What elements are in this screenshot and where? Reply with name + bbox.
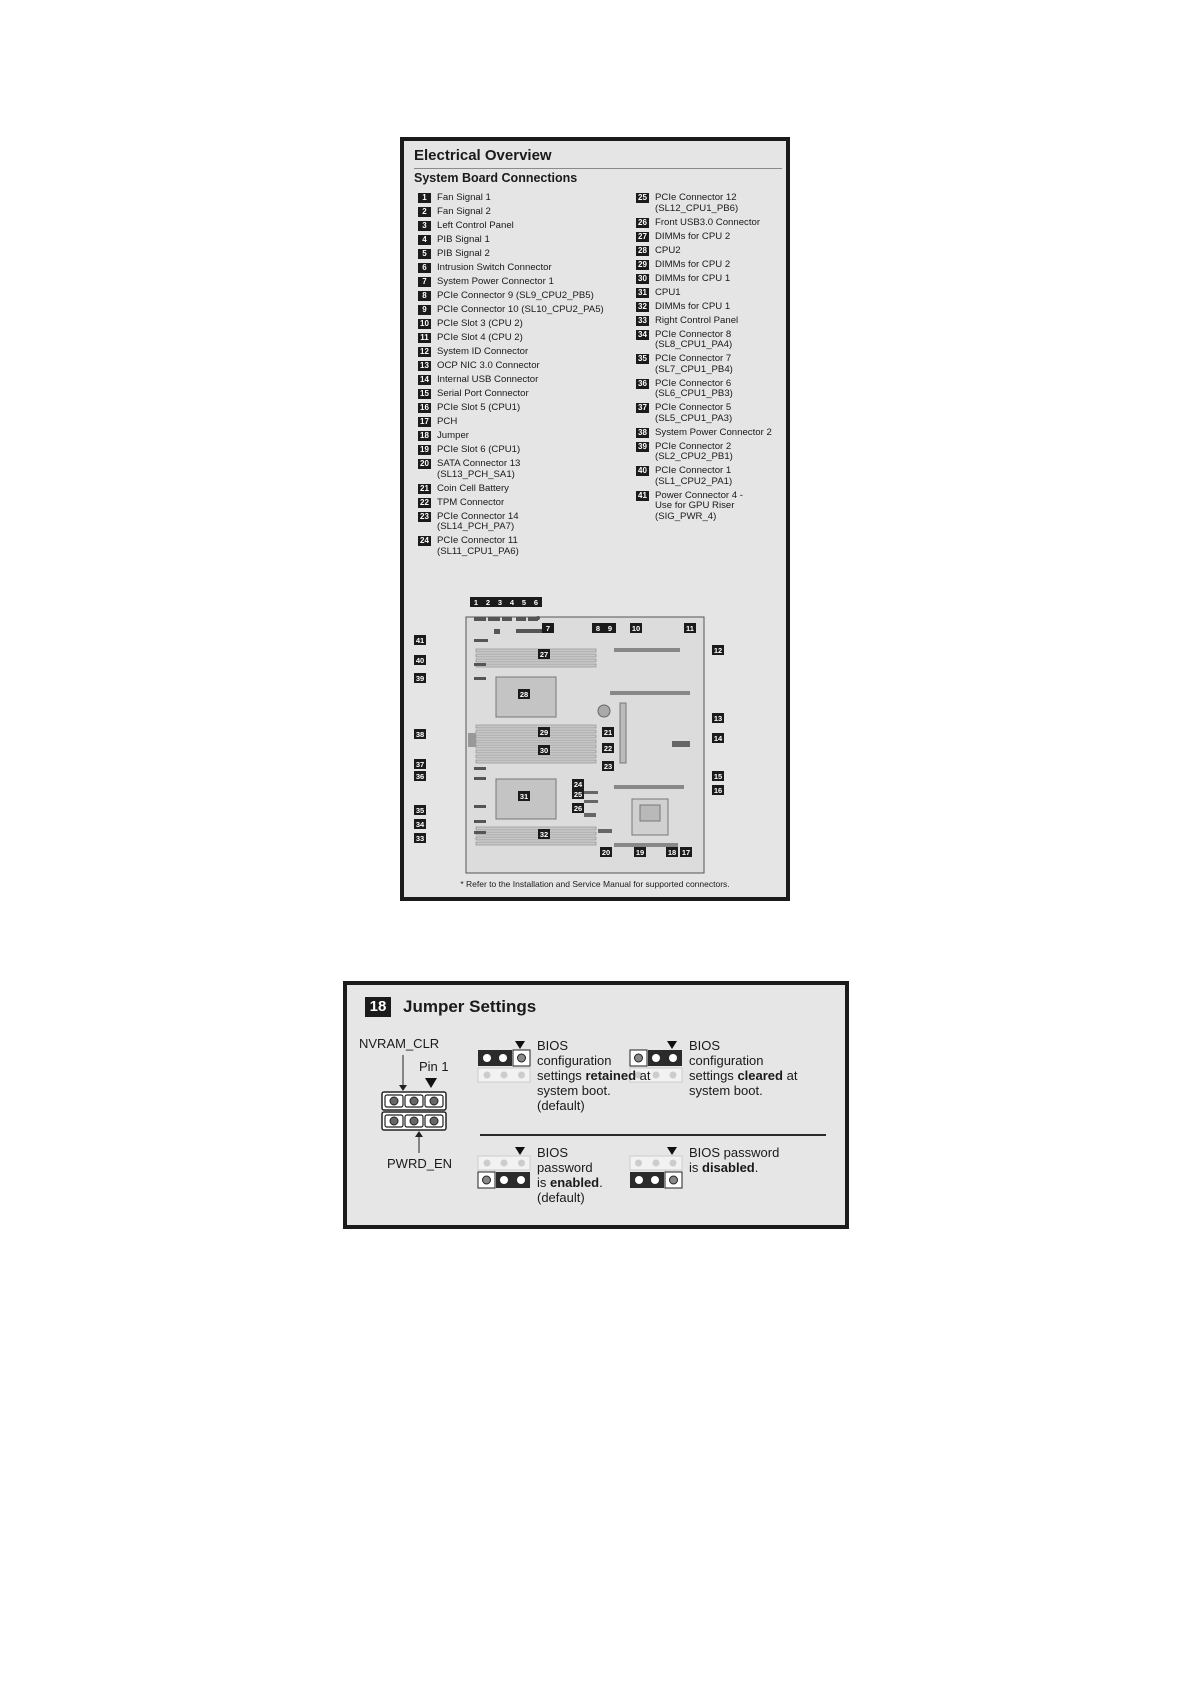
jumper-settings-panel: [343, 981, 849, 1229]
connection-number-badge: 19: [418, 445, 431, 455]
callout-13: [712, 713, 724, 723]
connection-item: [418, 375, 628, 386]
connection-label: PCIe Connector 12 (SL12_CPU1_PB6): [655, 192, 739, 214]
callout-12: [712, 645, 724, 655]
connector-41: [474, 639, 488, 642]
callout-label: 32: [539, 830, 549, 839]
callout-label: 28: [519, 690, 529, 699]
connection-label: DIMMs for CPU 1: [655, 272, 731, 284]
callout-label: 31: [519, 792, 529, 801]
callout-3: [494, 597, 506, 607]
callout-10: [630, 623, 642, 633]
callout-label: 24: [573, 780, 583, 789]
callout-19: [634, 847, 646, 857]
callout-8: [592, 623, 604, 633]
connection-item: [418, 207, 628, 218]
connection-label: PCIe Slot 6 (CPU1): [437, 444, 521, 455]
connection-number-badge: 24: [418, 536, 431, 546]
connection-item: [636, 288, 786, 299]
connection-label: Intrusion Switch Connector: [437, 262, 552, 273]
connection-label: OCP NIC 3.0 Connector: [437, 360, 540, 371]
callout-label: 10: [631, 624, 641, 633]
connection-label: PCIe Connector 8 (SL8_CPU1_PA4): [655, 328, 733, 350]
connector-39: [474, 677, 486, 680]
jumper-disabled: [630, 1147, 682, 1188]
pcie-slot-5: [614, 785, 684, 789]
callout-label: 20: [601, 848, 611, 857]
connection-number-badge: 5: [418, 249, 431, 259]
connection-label: Internal USB Connector: [437, 374, 539, 385]
connection-item: [418, 498, 628, 509]
connector-35: [474, 805, 486, 808]
callout-label: 1: [473, 598, 479, 607]
connection-list-left: [418, 193, 628, 561]
callout-label: 2: [485, 598, 491, 607]
connection-item: [418, 512, 628, 533]
connection-label: Left Control Panel: [437, 220, 514, 231]
callout-36: [414, 771, 426, 781]
connection-number-badge: 4: [418, 235, 431, 245]
connection-number-badge: 8: [418, 291, 431, 301]
connection-number-badge: 21: [418, 484, 431, 494]
callout-label: 6: [533, 598, 539, 607]
connector-25: [584, 800, 598, 803]
callout-41: [414, 635, 426, 645]
connection-label: Serial Port Connector: [437, 388, 529, 399]
callout-label: 11: [686, 624, 694, 633]
callout-14: [712, 733, 724, 743]
connection-label: PCIe Slot 4 (CPU 2): [437, 332, 523, 343]
connection-number-badge: 35: [636, 354, 649, 364]
connection-number-badge: 14: [418, 375, 431, 385]
connection-item: [636, 193, 786, 214]
connection-label: DIMMs for CPU 2: [655, 258, 731, 270]
callout-label: 3: [497, 598, 503, 607]
callout-label: 19: [635, 848, 645, 857]
connection-item: [636, 246, 786, 257]
connection-label: Jumper: [437, 430, 469, 441]
callout-39: [414, 673, 426, 683]
callout-label: 40: [415, 656, 425, 665]
connection-item: [636, 379, 786, 400]
panel-title: Electrical Overview: [414, 147, 782, 169]
connection-label: PCIe Connector 5 (SL5_CPU1_PA3): [655, 402, 733, 424]
ocp-nic: [620, 703, 626, 763]
callout-27: [538, 649, 550, 659]
callout-label: 30: [539, 746, 549, 755]
callout-18: [666, 847, 678, 857]
callout-label: 17: [681, 848, 691, 857]
connection-number-badge: 33: [636, 316, 649, 326]
callout-label: 9: [607, 624, 613, 633]
connection-item: [418, 305, 628, 316]
callout-29: [538, 727, 550, 737]
connector-36: [474, 777, 486, 780]
callout-37: [414, 759, 426, 769]
connector-20: [598, 829, 612, 833]
connection-label: TPM Connector: [437, 496, 505, 508]
connection-number-badge: 25: [636, 193, 649, 203]
connector-24: [584, 791, 598, 794]
callout-label: 33: [415, 834, 425, 843]
connection-item: [418, 249, 628, 260]
nvram-clr-label: NVRAM_CLR: [359, 1036, 440, 1051]
callout-26: [572, 803, 584, 813]
callout-6: [530, 597, 542, 607]
connection-number-badge: 12: [418, 347, 431, 357]
connection-label: PCIe Connector 9 (SL9_CPU2_PB5): [437, 290, 594, 301]
connection-label: PCIe Connector 6 (SL6_CPU1_PB3): [655, 377, 733, 399]
callout-16: [712, 785, 724, 795]
connection-item: [418, 235, 628, 246]
connection-number-badge: 37: [636, 403, 649, 413]
callout-label: 4: [509, 598, 515, 607]
connection-number-badge: 31: [636, 288, 649, 298]
connection-item: [418, 389, 628, 400]
coin-cell: [598, 705, 610, 717]
connection-number-badge: 28: [636, 246, 649, 256]
connection-label: Right Control Panel: [655, 314, 739, 326]
callout-label: 12: [713, 646, 723, 655]
connection-number-badge: 2: [418, 207, 431, 217]
connection-number-badge: 29: [636, 260, 649, 270]
connection-label: Fan Signal 2: [437, 206, 491, 217]
callout-38: [414, 729, 426, 739]
callout-35: [414, 805, 426, 815]
desc-enabled: BIOS password is enabled. (default): [537, 1145, 603, 1205]
callout-34: [414, 819, 426, 829]
connection-number-badge: 16: [418, 403, 431, 413]
callout-28: [518, 689, 530, 699]
connection-label: CPU2: [655, 244, 681, 256]
connection-label: PCIe Connector 2 (SL2_CPU2_PB1): [655, 440, 733, 462]
connection-item: [418, 445, 628, 456]
connection-number-badge: 1: [418, 193, 431, 203]
connection-item: [636, 218, 786, 229]
connection-item: [636, 428, 786, 439]
callout-label: 26: [573, 804, 583, 813]
callout-label: 14: [713, 734, 723, 743]
callout-label: 27: [539, 650, 549, 659]
callout-label: 13: [713, 714, 723, 723]
connection-label: PCIe Slot 5 (CPU1): [437, 402, 521, 413]
connection-label: System Power Connector 2: [655, 426, 772, 438]
connection-item: [418, 484, 628, 495]
pcie-slot-4: [610, 691, 690, 695]
connection-label: Power Connector 4 - Use for GPU Riser (SIG_PWR_4): [655, 489, 743, 522]
connection-item: [636, 274, 786, 285]
callout-label: 16: [713, 786, 723, 795]
connection-number-badge: 30: [636, 274, 649, 284]
connection-label: PIB Signal 1: [437, 234, 490, 245]
connection-number-badge: 26: [636, 218, 649, 228]
connection-item: [636, 491, 786, 523]
connection-number-badge: 39: [636, 442, 649, 452]
callout-32: [538, 829, 550, 839]
connection-item: [636, 442, 786, 463]
callout-17: [680, 847, 692, 857]
connection-label: SATA Connector 13 (SL13_PCH_SA1): [437, 458, 521, 480]
connection-item: [636, 466, 786, 487]
jumper-enabled: [478, 1147, 530, 1188]
connection-label: PCIe Connector 1 (SL1_CPU2_PA1): [655, 465, 733, 487]
connection-item: [418, 347, 628, 358]
connection-item: [418, 536, 628, 557]
connection-number-badge: 13: [418, 361, 431, 371]
callout-2: [482, 597, 494, 607]
callout-23: [602, 761, 614, 771]
callout-30: [538, 745, 550, 755]
connection-label: DIMMs for CPU 2: [655, 230, 731, 242]
pcie-slot-3: [614, 648, 680, 652]
footnote: * Refer to the Installation and Service Manual for supported connectors.: [460, 879, 730, 889]
callout-label: 22: [603, 744, 613, 753]
callout-7: [542, 623, 554, 633]
callout-label: 34: [415, 820, 425, 829]
connection-number-badge: 7: [418, 277, 431, 287]
connection-number-badge: 36: [636, 379, 649, 389]
callout-15: [712, 771, 724, 781]
connection-item: [636, 330, 786, 351]
callout-label: 38: [415, 730, 425, 739]
connection-number-badge: 10: [418, 319, 431, 329]
connection-number-badge: 41: [636, 491, 649, 501]
connection-item: [636, 302, 786, 313]
pin1-label: Pin 1: [419, 1059, 449, 1074]
internal-usb: [672, 741, 690, 747]
connection-number-badge: 40: [636, 466, 649, 476]
callout-21: [602, 727, 614, 737]
connection-number-badge: 20: [418, 459, 431, 469]
connector-37: [474, 767, 486, 770]
connection-item: [418, 459, 628, 480]
connection-label: Fan Signal 1: [437, 192, 491, 203]
callout-31: [518, 791, 530, 801]
callout-label: 39: [415, 674, 425, 683]
callout-label: 25: [573, 790, 583, 799]
connection-item: [418, 403, 628, 414]
connection-label: PCIe Connector 14 (SL14_PCH_PA7): [437, 510, 519, 532]
callout-label: 35: [415, 806, 425, 815]
callout-1: [470, 597, 482, 607]
pwrd-en-label: PWRD_EN: [387, 1156, 453, 1171]
callout-11: [684, 623, 696, 633]
connection-label: PCIe Slot 3 (CPU 2): [437, 318, 523, 329]
desc-retained: BIOS configuration settings retained at system boot. (default): [537, 1038, 651, 1113]
connection-number-badge: 3: [418, 221, 431, 231]
connection-item: [636, 260, 786, 271]
connection-item: [636, 316, 786, 327]
callout-33: [414, 833, 426, 843]
callout-9: [604, 623, 616, 633]
panel-subtitle: System Board Connections: [414, 171, 578, 185]
connection-label: Front USB3.0 Connector: [655, 216, 761, 228]
connection-item: [418, 193, 628, 204]
connection-item: [636, 354, 786, 375]
jumper-badge: 18: [365, 997, 391, 1017]
connection-item: [418, 319, 628, 330]
connection-number-badge: 34: [636, 330, 649, 340]
connection-label: PIB Signal 2: [437, 248, 490, 259]
callout-label: 29: [539, 728, 549, 737]
callout-4: [506, 597, 518, 607]
connection-item: [418, 291, 628, 302]
connection-number-badge: 32: [636, 302, 649, 312]
connection-label: Coin Cell Battery: [437, 482, 509, 494]
callout-label: 23: [603, 762, 613, 771]
connection-number-badge: 11: [418, 333, 431, 343]
connection-item: [418, 277, 628, 288]
connection-label: PCIe Connector 7 (SL7_CPU1_PB4): [655, 353, 733, 375]
connection-number-badge: 27: [636, 232, 649, 242]
connection-item: [418, 431, 628, 442]
callout-24: [572, 779, 584, 789]
connector-34: [474, 820, 486, 823]
jumper-title: Jumper Settings: [403, 997, 537, 1016]
connection-number-badge: 6: [418, 263, 431, 273]
connector-33: [474, 831, 486, 834]
callout-label: 5: [521, 598, 527, 607]
callout-5: [518, 597, 530, 607]
pin1-marker: [425, 1078, 437, 1088]
callout-label: 21: [603, 728, 613, 737]
callout-25: [572, 789, 584, 799]
callout-40: [414, 655, 426, 665]
connection-label: PCIe Connector 10 (SL10_CPU2_PA5): [437, 304, 604, 315]
connection-label: CPU1: [655, 286, 681, 298]
connection-list-right: [636, 193, 786, 526]
callout-label: 15: [713, 772, 723, 781]
connection-item: [418, 263, 628, 274]
connection-label: System Power Connector 1: [437, 276, 554, 287]
desc-cleared: BIOS configuration settings cleared at system boot.: [689, 1038, 798, 1098]
connection-label: System ID Connector: [437, 346, 529, 357]
connection-number-badge: 23: [418, 512, 431, 522]
main-jumper-header: [382, 1092, 446, 1130]
connection-number-badge: 38: [636, 428, 649, 438]
connection-label: PCIe Connector 11 (SL11_CPU1_PA6): [437, 535, 519, 557]
connection-item: [636, 232, 786, 243]
system-board-diagram: [404, 591, 786, 883]
pch-chip: [640, 805, 660, 821]
connection-number-badge: 9: [418, 305, 431, 315]
connection-item: [418, 417, 628, 428]
connector-40: [474, 663, 486, 666]
callout-label: 36: [415, 772, 425, 781]
callout-20: [600, 847, 612, 857]
callout-label: 37: [415, 760, 425, 769]
connection-number-badge: 22: [418, 498, 431, 508]
jumper-retained: [478, 1041, 530, 1082]
electrical-overview-panel: [400, 137, 790, 901]
connector-26: [584, 813, 596, 817]
pcie-slot-6: [614, 843, 678, 847]
connection-item: [418, 333, 628, 344]
callout-label: 18: [667, 848, 677, 857]
connection-label: DIMMs for CPU 1: [655, 300, 731, 312]
callout-label: 7: [545, 624, 551, 633]
connection-item: [418, 221, 628, 232]
callout-label: 41: [415, 636, 425, 645]
desc-disabled: BIOS password is disabled.: [689, 1145, 780, 1175]
connection-item: [636, 403, 786, 424]
connection-number-badge: 17: [418, 417, 431, 427]
connection-item: [418, 361, 628, 372]
connector-38: [468, 733, 476, 747]
connection-number-badge: 15: [418, 389, 431, 399]
connection-number-badge: 18: [418, 431, 431, 441]
callout-22: [602, 743, 614, 753]
callout-label: 8: [595, 624, 601, 633]
connection-label: PCH: [437, 416, 458, 427]
